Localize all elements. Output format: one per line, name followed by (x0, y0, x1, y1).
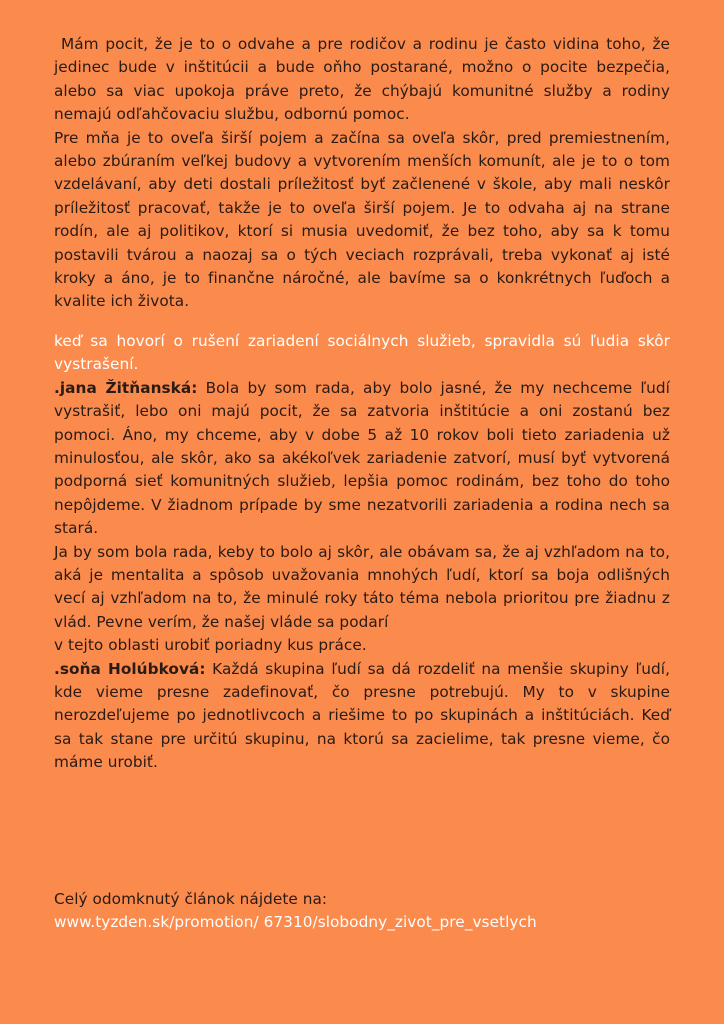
paragraph-intro: Mám pocit, že je to o odvahe a pre rodičov a rodinu je často vidina toho, že jedinec bude v inštitúcii a bude oňho postarané, možno o pocite bezpečia, alebo sa viac upokoja práve preto, že chýbajú komunitné služby a rodiny nemajú odľahčovaciu službu, odbornú pomoc. (54, 35, 670, 124)
speaker-name: .jana Žitňanská: (54, 378, 198, 397)
paragraph-hope-end: v tejto oblasti urobiť poriadny kus práce. (54, 636, 367, 655)
speaker-name: .soňa Holúbková: (54, 659, 206, 678)
paragraph-broader-concept: Pre mňa je to oveľa širší pojem a začína sa oveľa skôr, pred premiestnením, alebo zbúraním veľkej budovy a vytvorením menších komunít, ale je to o tom vzdelávaní, aby deti dostali príležitosť byť začlenené v škole, aby mali neskôr príležitosť pracovať, takže je to oveľa širší pojem. Je to odvaha aj na strane rodín, ale aj politikov, ktorí si musia uvedomiť, že bez toho, aby sa k tomu postavili tvárou a naozaj sa o tých veciach rozprávali, treba vykonať aj isté kroky a áno, je to finančne náročné, ale bavíme sa o konkrétnych ľuďoch a kvalite ich života. (54, 128, 670, 311)
footer-label: Celý odomknutý článok nájdete na: (54, 890, 328, 908)
article-link[interactable]: www.tyzden.sk/promotion/ 67310/slobodny_zivot_pre_vsetlych (54, 913, 537, 932)
paragraph-hope (54, 541, 670, 635)
answer-text: Bola by som rada, aby bolo jasné, že my nechceme ľudí vystrašiť, lebo oni majú pocit, že sa zatvoria inštitúcie a oni zostanú bez pomoci. Áno, my chceme, aby v dobe 5 až 10 rokov boli tieto zariadenia už minulosťou, ale skôr, ako sa akékoľvek zariadenie zatvorí, musí byť vytvorená podporná sieť komunitných služieb, lepšia pomoc rodinám, bez toho do toho nepôjdeme. V žiadnom prípade by sme nezatvorili zariadenia a rodina nech sa stará. (54, 378, 670, 538)
answer-holubkova (54, 658, 670, 775)
article-footer (54, 888, 674, 935)
answer-zitnanska (54, 377, 670, 541)
paragraph-hope-text: Ja by som bola rada, keby to bolo aj skôr, ale obávam sa, že aj vzhľadom na to, aká je mentalita a spôsob uvažovania mnohých ľudí, ktorí sa boja odlišných vecí aj vzhľadom na to, že minulé roky táto téma nebola prioritou pre žiadnu z vlád. Pevne verím, že našej vláde sa podarí (54, 542, 670, 631)
answer-text: Každá skupina ľudí sa dá rozdeliť na menšie skupiny ľudí, kde vieme presne zadefinovať, čo presne potrebujú. My to v skupine nerozdeľujeme po jednotlivcoch a riešime to po skupinách a inštitúciách. Keď sa tak stane pre určitú skupinu, na ktorú sa zacielime, tak presne vieme, čo máme urobiť. (54, 659, 671, 772)
interview-question: keď sa hovorí o rušení zariadení sociálnych služieb, spravidla sú ľudia skôr vystrašení. (54, 331, 670, 374)
